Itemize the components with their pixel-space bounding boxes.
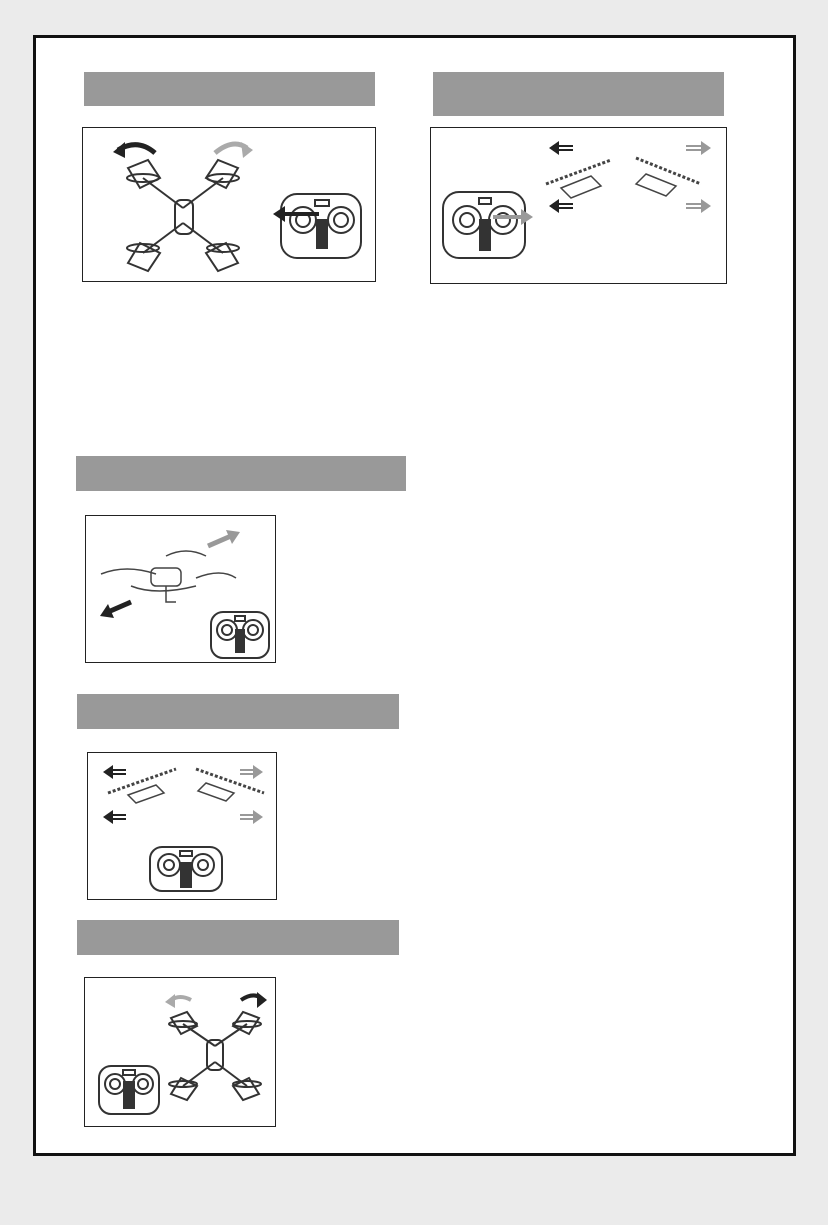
section-header-bar-2 [433,72,724,116]
section-header-bar-3 [76,456,406,491]
curved-arrow-right-head [241,142,253,158]
section-header-bar-4 [77,694,399,729]
controller-icon [281,194,361,258]
illustration-panel-5 [84,977,276,1127]
illustration-panel-2 [430,127,727,284]
controller-icon [443,192,525,258]
section-header-bar-1 [84,72,375,106]
controller-icon [150,847,222,891]
drone-tilt-left-icon [546,160,611,198]
section-header-bar-5 [77,920,399,955]
double-arrow-left-icon [553,146,573,208]
illustration-panel-3 [85,515,276,663]
illustration-panel-4 [87,752,277,900]
drone-perspective-icon [101,551,236,602]
drone-top-view-icon [127,160,239,271]
curved-arrow-left-head [113,142,125,158]
double-arrow-right-icon [686,146,706,208]
arrow-backward-icon [108,602,131,612]
controller-icon [211,612,269,658]
controller-icon [99,1066,159,1114]
drone-tilt-right-icon [636,158,701,196]
arrow-forward-icon [208,536,231,546]
drone-top-view-icon [169,1012,261,1100]
illustration-panel-1 [82,127,376,282]
